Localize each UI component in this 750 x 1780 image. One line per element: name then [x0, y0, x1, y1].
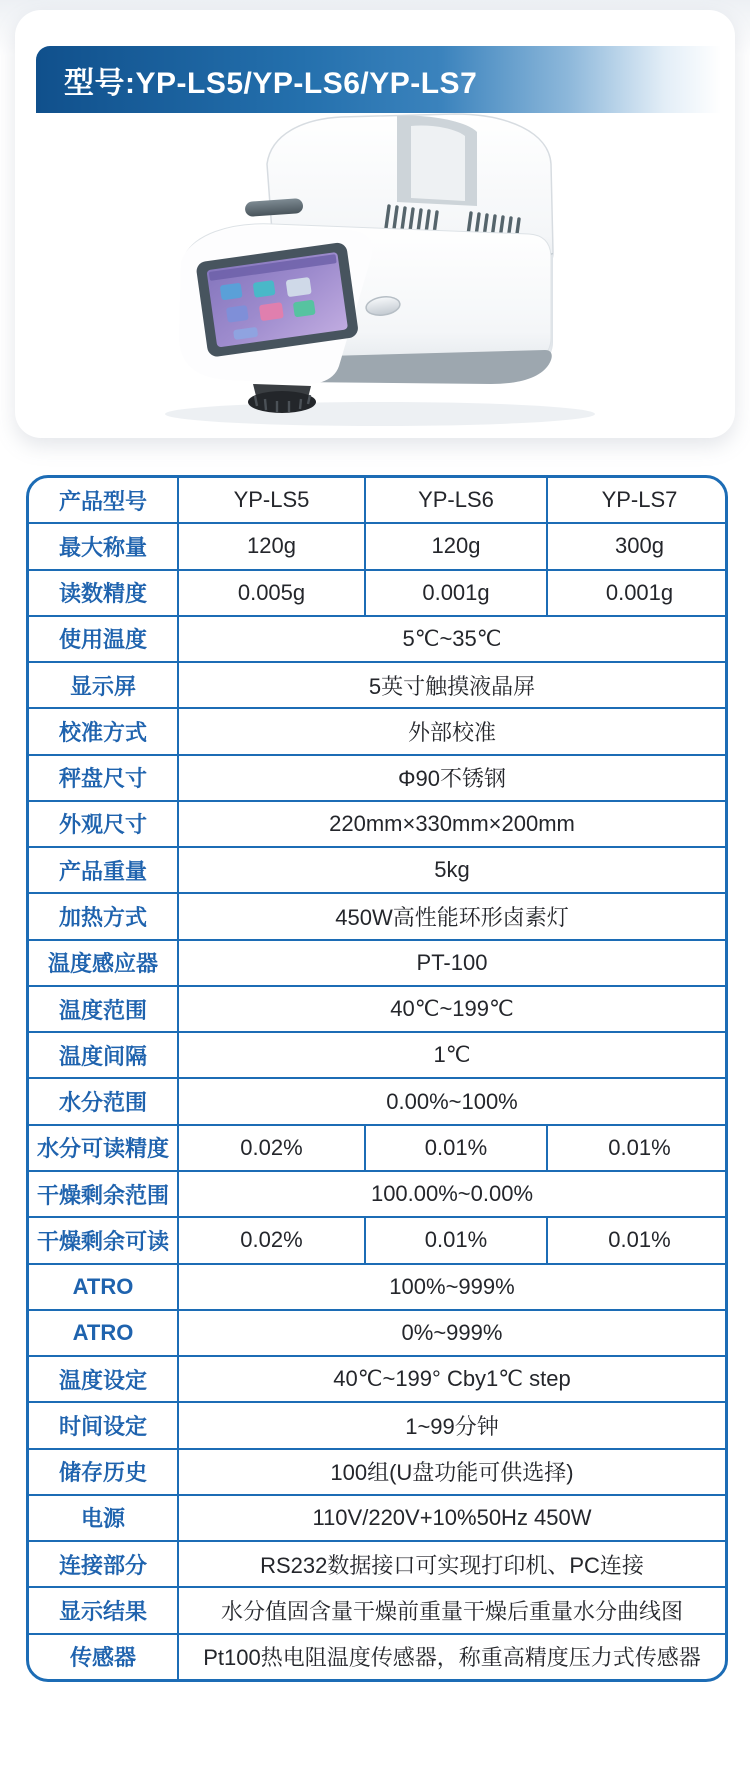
spec-value: 40℃~199℃: [177, 987, 725, 1031]
spec-value: PT-100: [177, 941, 725, 985]
table-row: [29, 1355, 725, 1401]
spec-value: 0.02%: [177, 1218, 364, 1262]
table-row: [29, 707, 725, 753]
spec-table: [26, 475, 728, 1682]
spec-value: 外部校准: [177, 709, 725, 753]
spec-label: 产品重量: [58, 858, 147, 884]
table-row: [29, 1494, 725, 1540]
table-row: [29, 1401, 725, 1447]
table-row: [29, 1448, 725, 1494]
handle-inner: [411, 125, 465, 201]
spec-label: ATRO: [72, 1319, 134, 1345]
spec-value: 0.005g: [177, 571, 364, 615]
spec-value: 40℃~199° Cby1℃ step: [177, 1357, 725, 1401]
table-row: [29, 1124, 725, 1170]
spec-value: 0.02%: [177, 1126, 364, 1170]
table-row: [29, 1633, 725, 1679]
spec-label: 干燥剩余可读: [36, 1228, 169, 1254]
spec-value: 5kg: [177, 848, 725, 892]
spec-value: 5℃~35℃: [177, 617, 725, 661]
spec-value: Pt100热电阻温度传感器，称重高精度压力式传感器: [177, 1635, 725, 1679]
spec-value: 0.01%: [364, 1218, 546, 1262]
spec-label: 显示屏: [69, 673, 136, 699]
spec-label: 校准方式: [58, 719, 147, 745]
spec-label: 秤盘尺寸: [58, 766, 147, 792]
spec-value: 110V/220V+10%50Hz 450W: [177, 1496, 725, 1540]
spec-label: 水分可读精度: [36, 1136, 169, 1162]
spec-label: 连接部分: [58, 1552, 147, 1578]
table-row: [29, 892, 725, 938]
spec-label: 读数精度: [58, 581, 147, 607]
spec-value: 0.001g: [364, 571, 546, 615]
spec-label: 温度间隔: [58, 1043, 147, 1069]
spec-label: 电源: [80, 1506, 125, 1532]
spec-value: 300g: [546, 524, 728, 568]
spec-value: 水分值固含量干燥前重量干燥后重量水分曲线图: [177, 1588, 725, 1632]
table-row: [29, 1309, 725, 1355]
table-row: [29, 1170, 725, 1216]
spec-value: 120g: [177, 524, 364, 568]
table-row: [29, 661, 725, 707]
spec-value: 0.001g: [546, 571, 728, 615]
spec-value: 0.01%: [546, 1218, 728, 1262]
table-row: [29, 800, 725, 846]
spec-label: 水分范围: [58, 1090, 147, 1116]
spec-label: 储存历史: [58, 1460, 147, 1486]
spec-value: YP-LS6: [364, 478, 546, 522]
spec-value: 450W高性能环形卤素灯: [177, 894, 725, 938]
spec-label: 温度范围: [58, 997, 147, 1023]
model-title: 型号:YP-LS5/YP-LS6/YP-LS7: [64, 66, 478, 100]
spec-label: 时间设定: [58, 1413, 147, 1439]
moisture-analyzer-illustration: [125, 102, 635, 432]
table-row: [29, 1031, 725, 1077]
spec-label: 产品型号: [58, 488, 147, 514]
spec-value: 0.01%: [364, 1126, 546, 1170]
spec-label: 外观尺寸: [58, 812, 147, 838]
foot-knob: [248, 384, 316, 413]
spec-value: 100组(U盘功能可供选择): [177, 1450, 725, 1494]
spec-value: Φ90不锈钢: [177, 756, 725, 800]
spec-label: 传感器: [69, 1645, 136, 1671]
spec-label: 温度感应器: [47, 951, 158, 977]
spec-value: 0.01%: [546, 1126, 728, 1170]
spec-label: 温度设定: [58, 1367, 147, 1393]
table-row: [29, 1263, 725, 1309]
spec-label: 干燥剩余范围: [36, 1182, 169, 1208]
table-row: [29, 615, 725, 661]
table-row: [29, 1540, 725, 1586]
product-photo: [125, 102, 635, 432]
spec-value: 0%~999%: [177, 1311, 725, 1355]
spec-value: YP-LS5: [177, 478, 364, 522]
table-row: [29, 846, 725, 892]
table-row: [29, 478, 725, 522]
table-row: [29, 522, 725, 568]
table-row: [29, 1216, 725, 1262]
table-row: [29, 1586, 725, 1632]
spec-value: YP-LS7: [546, 478, 728, 522]
spec-label: 加热方式: [58, 905, 147, 931]
spec-label: 使用温度: [58, 627, 147, 653]
spec-value: 220mm×330mm×200mm: [177, 802, 725, 846]
table-row: [29, 569, 725, 615]
table-row: [29, 1077, 725, 1123]
spec-label: ATRO: [72, 1273, 134, 1299]
table-row: [29, 754, 725, 800]
spec-value: RS232数据接口可实现打印机、PC连接: [177, 1542, 725, 1586]
spec-value: 100.00%~0.00%: [177, 1172, 725, 1216]
spec-value: 1~99分钟: [177, 1403, 725, 1447]
spec-label: 显示结果: [58, 1599, 147, 1624]
table-row: [29, 985, 725, 1031]
table-row: [29, 939, 725, 985]
spec-value: 100%~999%: [177, 1265, 725, 1309]
spec-value: 1℃: [177, 1033, 725, 1077]
spec-value: 0.00%~100%: [177, 1079, 725, 1123]
product-hero-card: [15, 10, 735, 438]
shadow: [165, 402, 595, 426]
spec-value: 5英寸触摸液晶屏: [177, 663, 725, 707]
spec-value: 120g: [364, 524, 546, 568]
spec-label: 最大称量: [58, 534, 147, 560]
